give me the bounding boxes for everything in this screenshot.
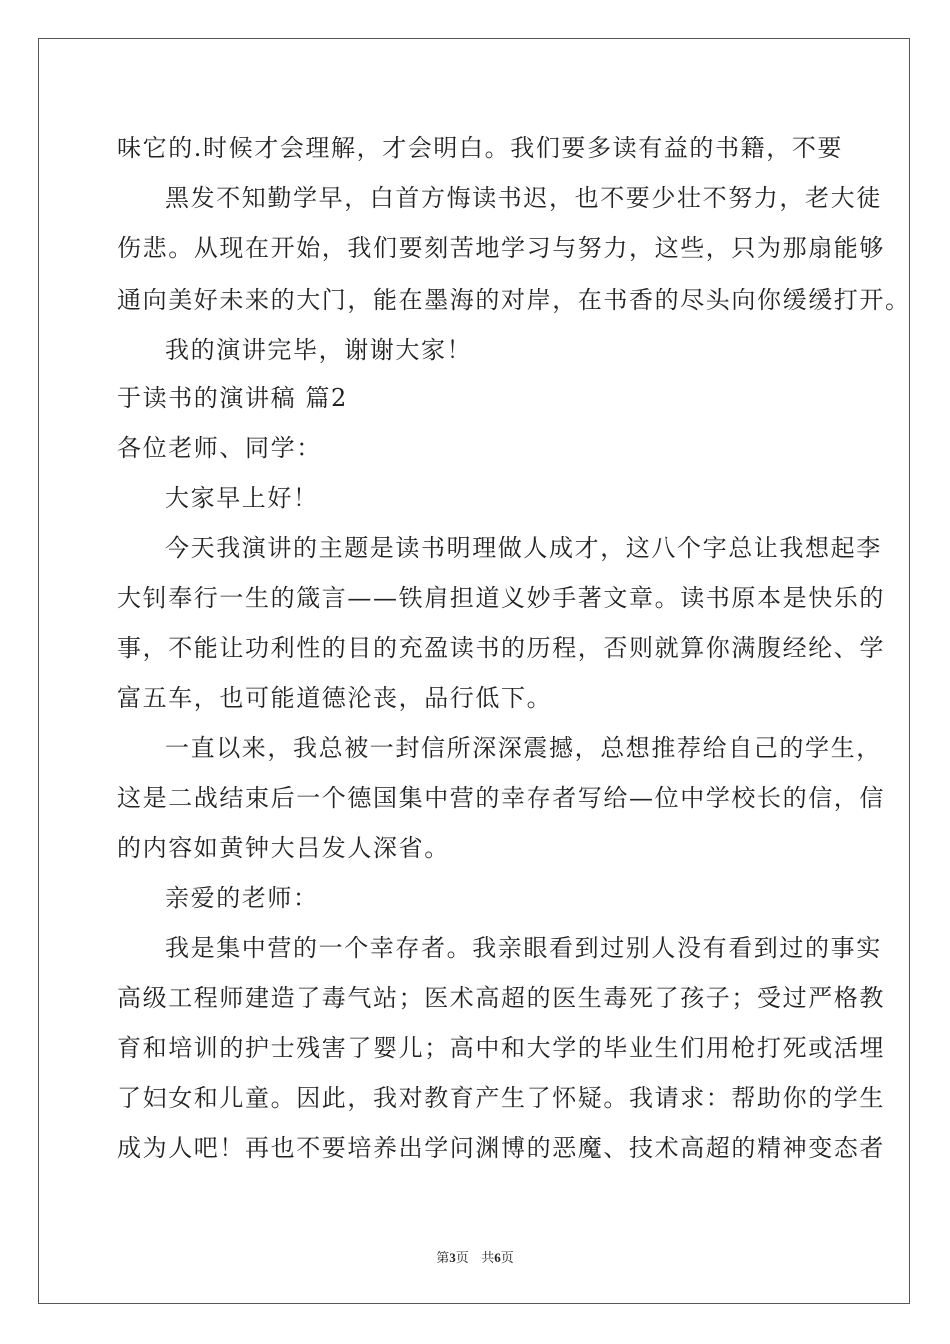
current-page-number: 3 [449, 1250, 456, 1265]
text-line: 成为人吧！再也不要培养出学问渊博的恶魔、技术高超的精神变态者 [117, 1134, 885, 1162]
text-line: 了妇女和儿童。因此，我对教育产生了怀疑。我请求：帮助你的学生 [117, 1084, 885, 1112]
text-line: 这是二战结束后一个德国集中营的幸存者写给—位中学校长的信，信 [117, 784, 885, 812]
text-line: 我的演讲完毕，谢谢大家！ [165, 336, 473, 364]
page-border [38, 38, 910, 1304]
page-prefix: 第 [436, 1251, 450, 1266]
text-line: 今天我演讲的主题是读书明理做人成才，这八个字总让我想起李 [165, 534, 882, 562]
greeting: 大家早上好！ [165, 484, 319, 512]
text-line: 大钊奉行一生的箴言——铁肩担道义妙手著文章。读书原本是快乐的 [117, 584, 885, 612]
page-suffix: 页 [455, 1251, 469, 1266]
total-suffix: 页 [500, 1251, 514, 1266]
letter-salutation: 亲爱的老师： [165, 884, 319, 912]
salutation: 各位老师、同学： [117, 434, 322, 462]
text-line: 黑发不知勤学早，白首方悔读书迟，也不要少壮不努力，老大徒 [165, 184, 882, 212]
text-line: 我是集中营的一个幸存者。我亲眼看到过别人没有看到过的事实 [165, 934, 882, 962]
text-line: 富五车，也可能道德沦丧，品行低下。 [117, 684, 553, 712]
text-line: 通向美好未来的大门，能在墨海的对岸，在书香的尽头向你缓缓打开。 [117, 286, 911, 314]
text-line: 高级工程师建造了毒气站；医术高超的医生毒死了孩子；受过严格教 [117, 984, 885, 1012]
text-line: 一直以来，我总被一封信所深深震撼，总想推荐给自己的学生， [165, 734, 882, 762]
text-line: 的内容如黄钟大吕发人深省。 [117, 834, 450, 862]
total-prefix: 共 [481, 1251, 495, 1266]
text-line: 事，不能让功利性的目的充盈读书的历程，否则就算你满腹经纶、学 [117, 634, 885, 662]
page-footer [0, 1247, 950, 1266]
text-line: 伤悲。从现在开始，我们要刻苦地学习与努力，这些，只为那扇能够 [117, 234, 885, 262]
text-line: 味它的.时候才会理解，才会明白。我们要多读有益的书籍，不要 [117, 134, 844, 162]
total-page-count: 6 [494, 1250, 501, 1265]
section-heading: 于读书的演讲稿 篇2 [117, 384, 348, 412]
text-line: 育和培训的护士残害了婴儿；高中和大学的毕业生们用枪打死或活埋 [117, 1034, 885, 1062]
